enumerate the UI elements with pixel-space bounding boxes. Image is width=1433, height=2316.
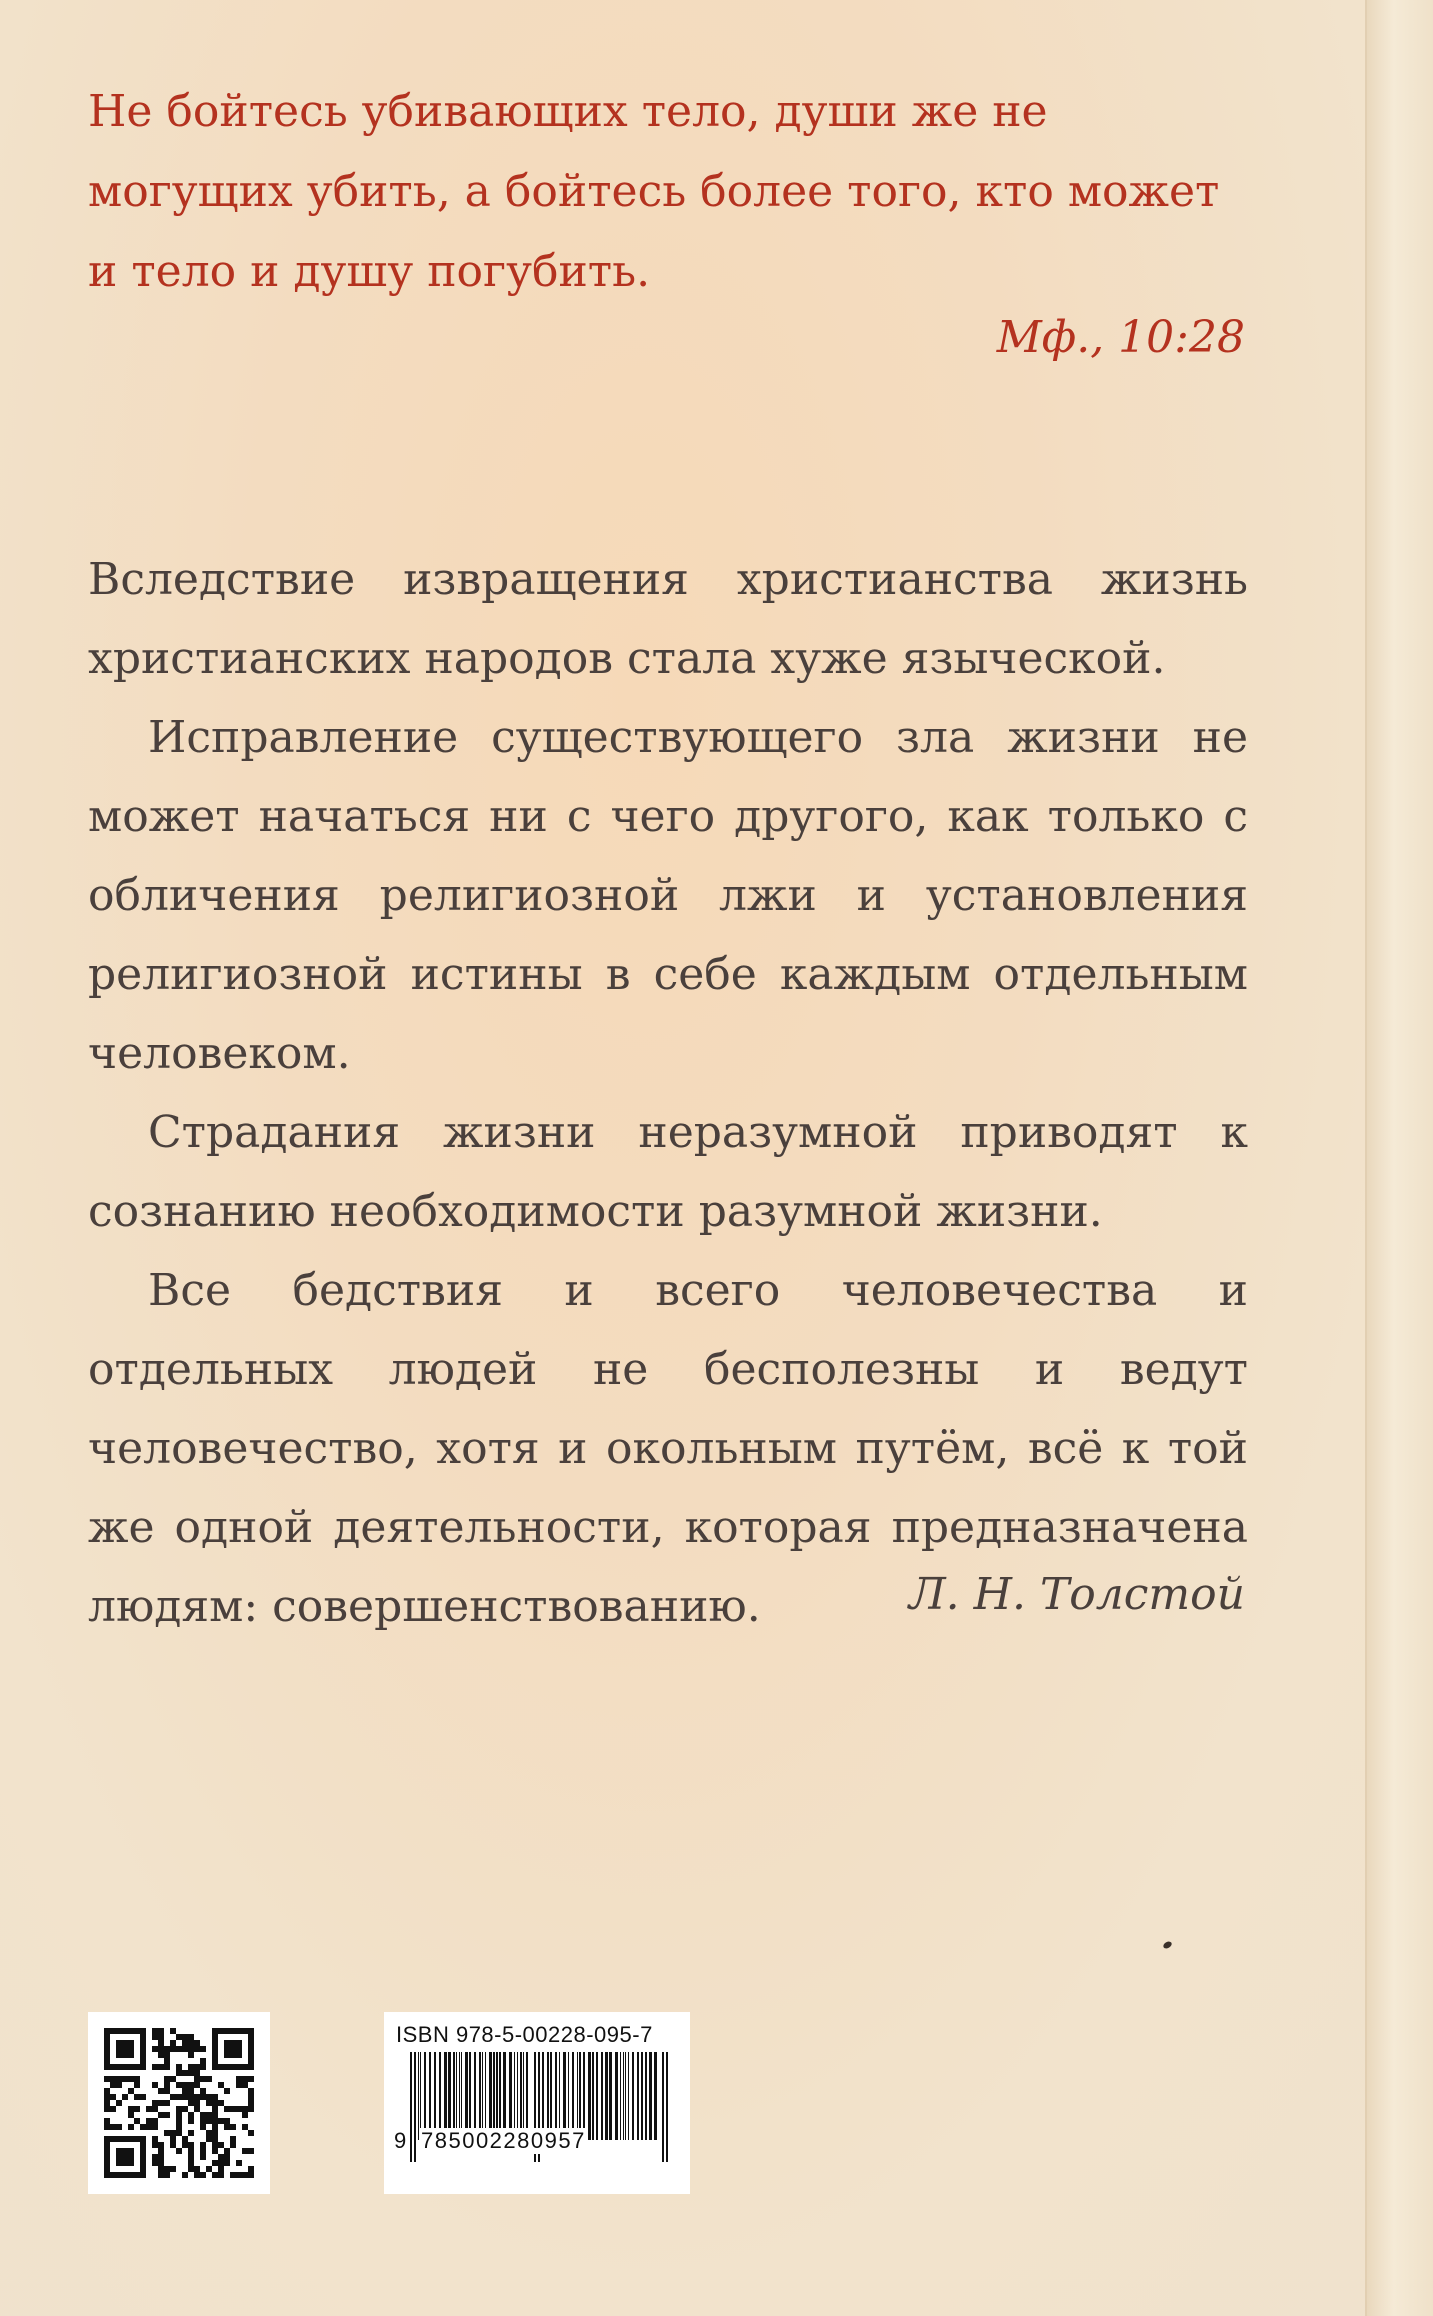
epigraph-text: Не бойтесь убивающих тело, души же не могущих убить, а бойтесь более того, кто может и тело и душу погубить. xyxy=(88,86,1220,297)
epigraph xyxy=(88,72,1248,312)
qr-code xyxy=(88,2012,270,2194)
isbn-label: ISBN 978-5-00228-095-7 xyxy=(396,2022,653,2047)
paragraph: Исправление существующего зла жизни не может начаться ни с чего другого, как только с обличения религиозной лжи и установления религиозной истины в себе каждым отдельным человеком. xyxy=(88,712,1248,1079)
book-spine-edge xyxy=(1365,0,1433,2316)
paragraph: Все бедствия и всего человечества и отдельных людей не бесполезны и ведут человечество, хотя и окольным путём, всё к той же одной деятельности, которая предназначена людям: совершенствованию. xyxy=(88,1265,1248,1632)
barcode-number: 785002280957 xyxy=(421,2128,586,2153)
qr-code-icon xyxy=(104,2028,254,2178)
paragraph: Страдания жизни неразумной приводят к сознанию необходимости разумной жизни. xyxy=(88,1107,1248,1237)
paragraph: Вследствие извращения христианства жизнь христианских народов стала хуже языческой. xyxy=(88,554,1248,684)
print-speck xyxy=(1162,1940,1173,1950)
author-signature: Л. Н. Толстой xyxy=(908,1569,1245,1620)
epigraph-reference: Мф., 10:28 xyxy=(996,312,1245,363)
barcode-first-digit: 9 xyxy=(394,2128,408,2153)
annotation-text xyxy=(88,540,1248,1646)
isbn-barcode-block xyxy=(384,2012,690,2194)
